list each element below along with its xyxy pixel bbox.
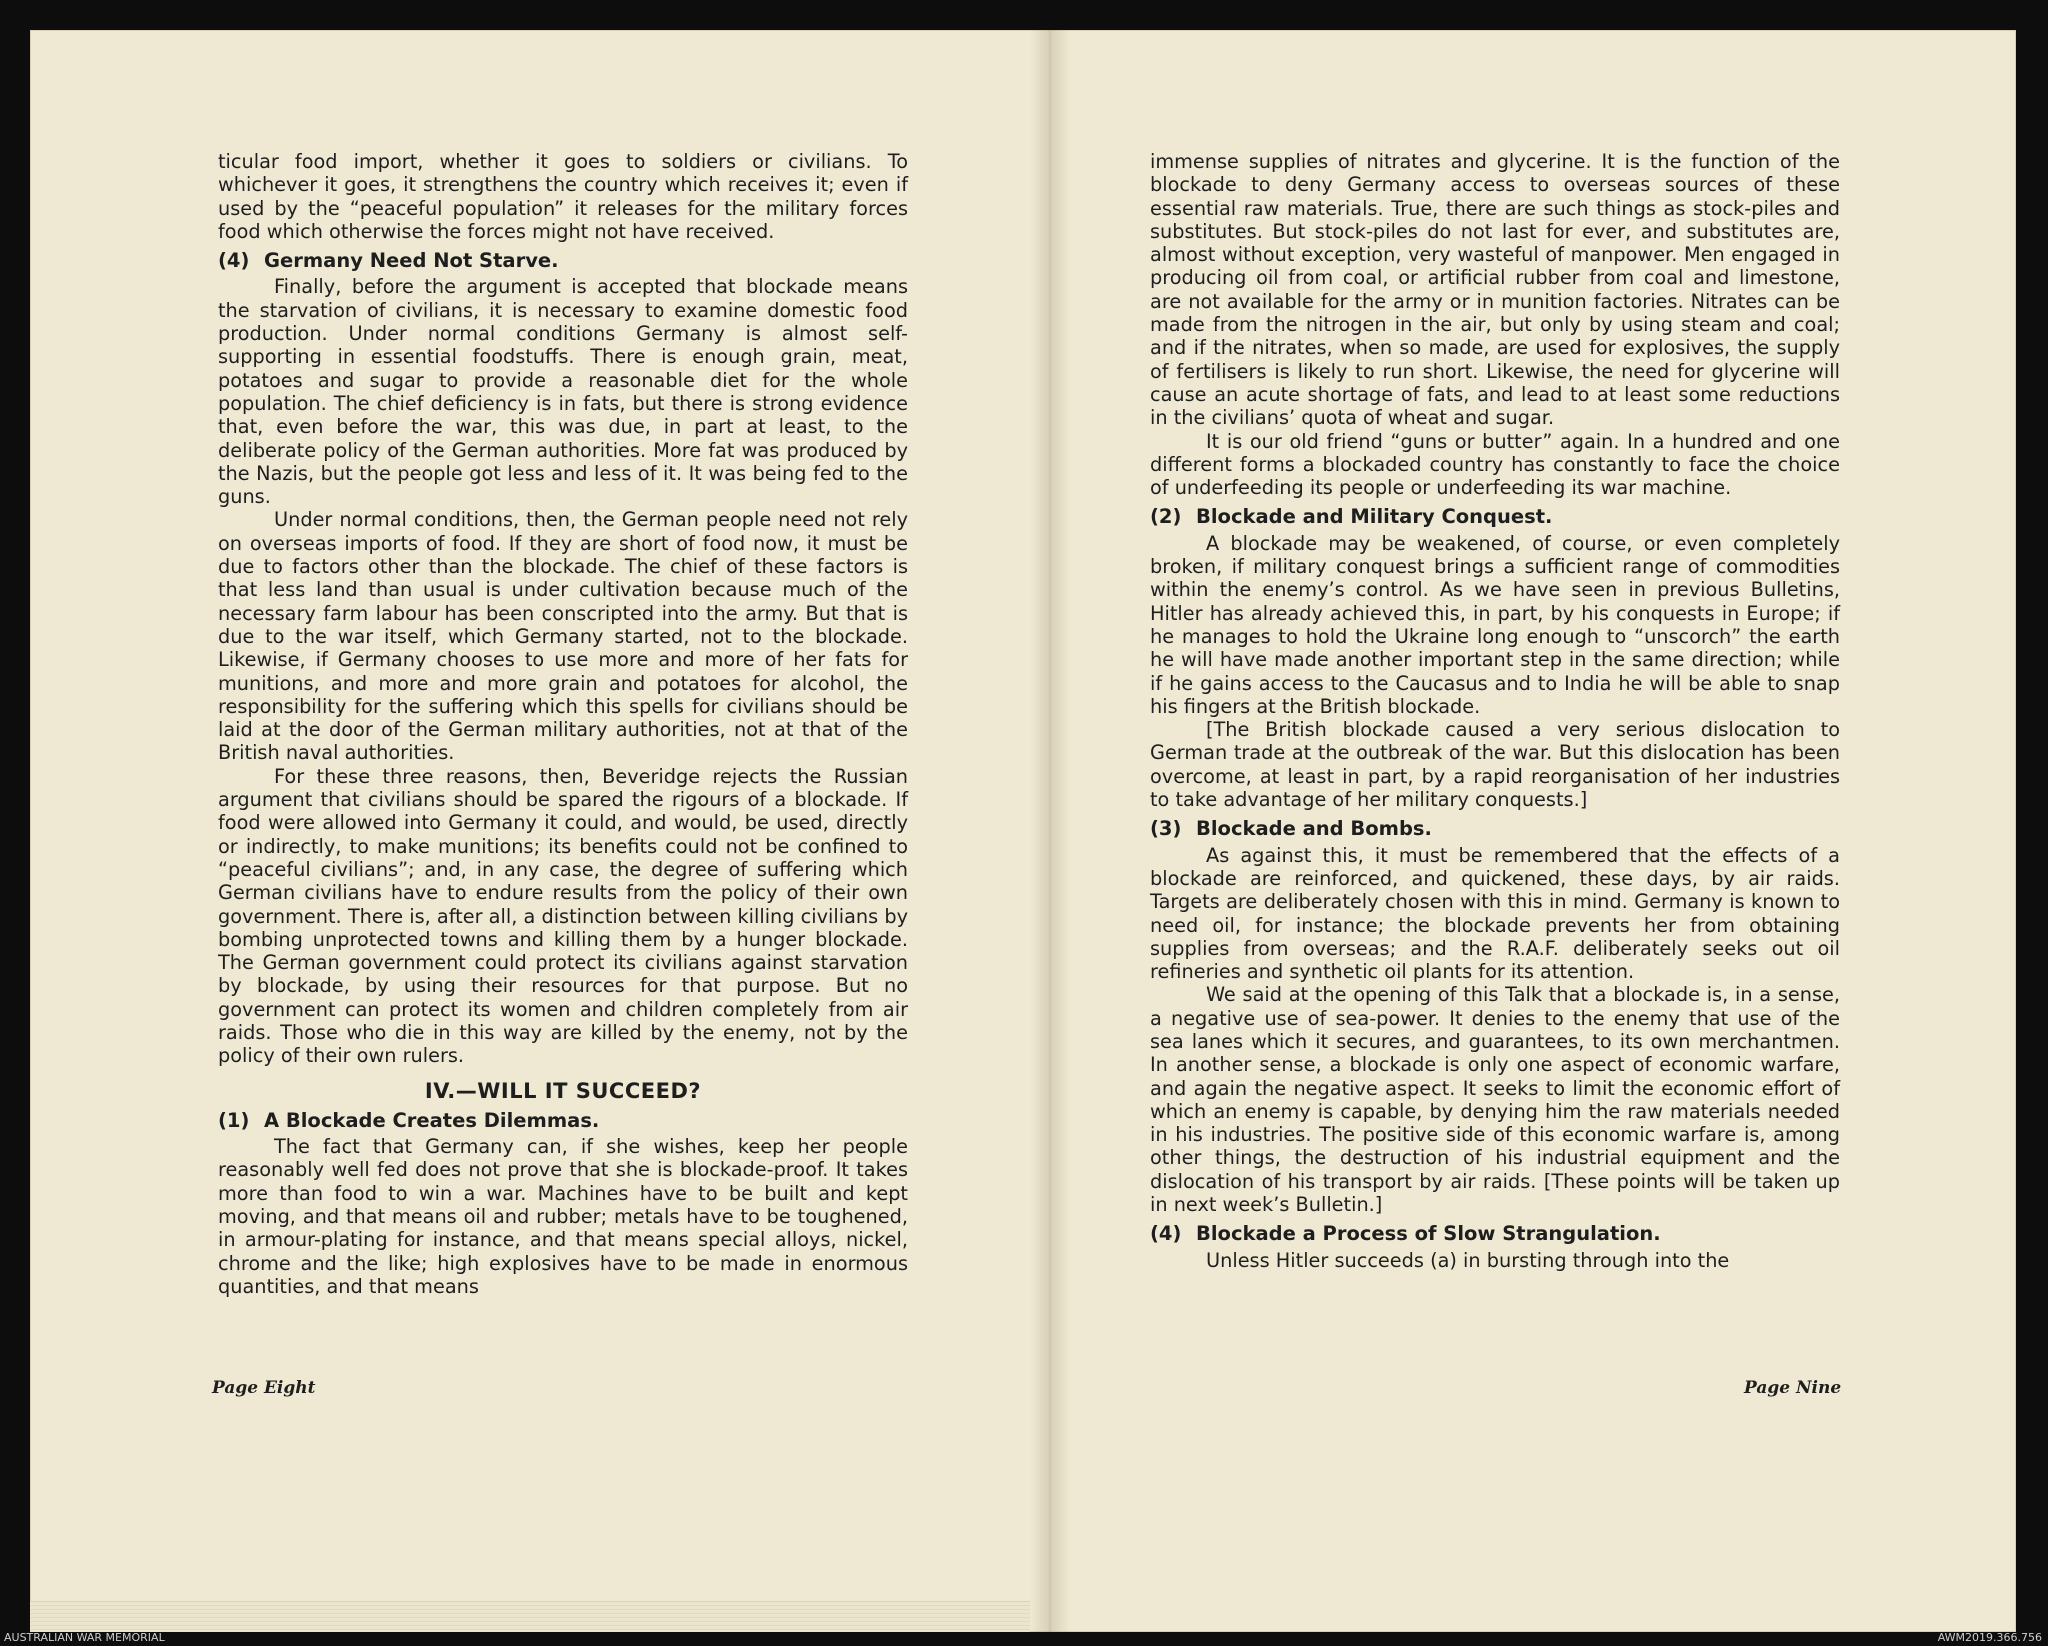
- section-number: (1): [218, 1108, 250, 1132]
- section-heading: [218, 1109, 908, 1132]
- paragraph: For these three reasons, then, Beveridge rejects the Russian argument that civilians should be spared the rigours of a blockade. If food were allowed into Germany it could, and would, be used, directly or indirectly, to make munitions; its benefits could not be confined to “peaceful civilians”; and, in any case, the degree of suffering which German civilians have to endure results from the policy of their own government. There is, after all, a distinction between killing civilians by bombing unprotected towns and killing them by a hunger blockade. The German government could protect its civilians against starvation by blockade, by using their resources for that purpose. But no government can protect its women and children completely from air raids. Those who die in this way are killed by the enemy, not by the policy of their own rulers.: [218, 764, 908, 1068]
- paragraph: ticular food import, whether it goes to soldiers or civilians. To whichever it goes, it strengthens the country which receives it; even if used by the “peaceful population” it releases for the military forces food which otherwise the forces might not have received.: [218, 150, 908, 243]
- section-heading: [1150, 1222, 1840, 1245]
- section-title: Blockade and Bombs.: [1196, 817, 1432, 841]
- page-gutter: [1030, 30, 1070, 1632]
- section-number: (2): [1150, 505, 1182, 529]
- section-number: (3): [1150, 817, 1182, 841]
- section-title: Blockade and Military Conquest.: [1196, 505, 1553, 529]
- right-page-text: [1150, 150, 1840, 1272]
- paragraph: It is our old friend “guns or butter” again. In a hundred and one different forms a blockaded country has constantly to face the choice of underfeeding its people or underfeeding its war machine.: [1150, 429, 1840, 500]
- left-page-text: [218, 150, 908, 1298]
- paragraph: Under normal conditions, then, the German people need not rely on overseas imports of food. If they are short of food now, it must be due to factors other than the blockade. The chief of these factors is that less land than usual is under cultivation because much of the necessary farm labour has been conscripted into the army. But that is due to the war itself, which Germany started, not to the blockade. Likewise, if Germany chooses to use more and more of her fats for munitions, and more and more grain and potatoes for alcohol, the responsibility for the suffering which this spells for civilians should be laid at the door of the German military authorities, not at that of the British naval authorities.: [218, 508, 908, 765]
- section-number: (4): [1150, 1222, 1182, 1246]
- page-edge: [30, 1601, 1030, 1632]
- section-number: (4): [218, 249, 250, 273]
- section-title: Germany Need Not Starve.: [264, 249, 559, 273]
- paragraph: A blockade may be weakened, of course, or even completely broken, if military conquest brings a sufficient range of commodities within the enemy’s control. As we have seen in previous Bulletins, Hitler has already achieved this, in part, by his conquests in Europe; if he manages to hold the Ukraine long enough to “unscorch” the earth he will have made another important step in the same direction; while if he gains access to the Caucasus and to India he will be able to snap his fingers at the British blockade.: [1150, 531, 1840, 718]
- paragraph: Finally, before the argument is accepted that blockade means the starvation of civilians, it is necessary to examine domestic food production. Under normal conditions Germany is almost self-supporting in essential foodstuffs. There is enough grain, meat, potatoes and sugar to provide a reasonable diet for the whole population. The chief deficiency is in fats, but there is strong evidence that, even before the war, this was due, in part at least, to the deliberate policy of the German authorities. More fat was produced by the Nazis, but the people got less and less of it. It was being fed to the guns.: [218, 275, 908, 509]
- section-title: Blockade a Process of Slow Strangulation.: [1196, 1222, 1661, 1246]
- paragraph: Unless Hitler succeeds (a) in bursting through into the: [1206, 1248, 1730, 1272]
- paragraph: As against this, it must be remembered that the effects of a blockade are reinforced, and quickened, these days, by air raids. Targets are deliberately chosen with this in mind. Germany is known to need oil, for instance; the blockade prevents her from obtaining supplies from overseas; and the R.A.F. deliberately seeks out oil refineries and synthetic oil plants for its attention.: [1150, 843, 1840, 984]
- section-title: A Blockade Creates Dilemmas.: [264, 1108, 600, 1132]
- section-heading: [1150, 817, 1840, 840]
- footer-accession-number: AWM2019.366.756: [1937, 1631, 2042, 1644]
- paragraph: The fact that Germany can, if she wishes, keep her people reasonably well fed does not prove that she is blockade-proof. It takes more than food to win a war. Machines have to be built and kept moving, and that means oil and rubber; metals have to be toughened, in armour-plating for instance, and that means special alloys, nickel, chrome and the like; high explosives have to be made in enormous quantities, and that means: [218, 1135, 908, 1298]
- page-number: Page Eight: [212, 1378, 316, 1398]
- paragraph: immense supplies of nitrates and glycerine. It is the function of the blockade to deny Germany access to overseas sources of these essential raw materials. True, there are such things as stock-piles and substitutes. But stock-piles do not last for ever, and substitutes are, almost without exception, very wasteful of manpower. Men engaged in producing oil from coal, or artificial rubber from coal and limestone, are not available for the army or in munition factories. Nitrates can be made from the nitrogen in the air, but only by using steam and coal; and if the nitrates, when so made, are used for explosives, the supply of fertilisers is likely to run short. Likewise, the need for glycerine will cause an acute shortage of fats, and lead to at least some reductions in the civilians’ quota of wheat and sugar.: [1150, 150, 1840, 430]
- page-number: Page Nine: [1744, 1378, 1842, 1398]
- section-heading: [1150, 505, 1840, 528]
- footer-credit: AUSTRALIAN WAR MEMORIAL: [4, 1631, 165, 1644]
- paragraph: [The British blockade caused a very serious dislocation to German trade at the outbreak of the war. But this dislocation has been overcome, at least in part, by a rapid reorganisation of her industries to take advantage of her military conquests.]: [1150, 718, 1840, 812]
- paragraph: We said at the opening of this Talk that a blockade is, in a sense, a negative use of sea-power. It denies to the enemy that use of the sea lanes which it secures, and guarantees, to its own merchantmen. In another sense, a blockade is only one aspect of economic warfare, and again the negative aspect. It seeks to limit the economic effort of which an enemy is capable, by denying him the raw materials needed in his industries. The positive side of this economic warfare is, among other things, the destruction of his industrial equipment and the dislocation of his transport by air raids. [These points will be taken up in next week’s Bulletin.]: [1150, 983, 1840, 1217]
- part-heading: IV.—WILL IT SUCCEED?: [424, 1078, 702, 1103]
- section-heading: [218, 249, 908, 272]
